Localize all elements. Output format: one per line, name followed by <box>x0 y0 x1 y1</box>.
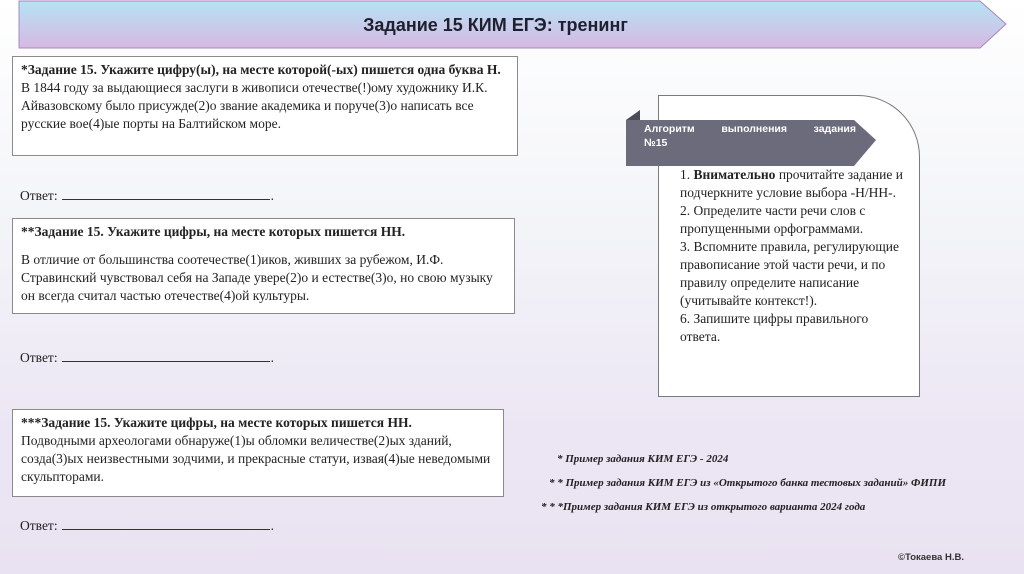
task-text: В 1844 году за выдающиеся заслуги в живописи отечестве(!)ому художнику И.К. Айвазовскому было присужде(2)о звание академика и поруче(3)о написать все русские вое(4)ые порты на Балтийском море. <box>21 80 488 131</box>
source-note-1: * Пример задания КИМ ЕГЭ - 2024 <box>557 453 729 465</box>
answer-field-2[interactable]: Ответ: . <box>20 350 274 365</box>
answer-line[interactable] <box>62 186 270 200</box>
answer-field-1[interactable]: Ответ: . <box>20 188 274 203</box>
algorithm-title-word: Алгоритм <box>644 123 695 135</box>
source-note-2: * * Пример задания КИМ ЕГЭ из «Открытого банка тестовых заданий» ФИПИ <box>549 477 947 489</box>
algorithm-title-word: выполнения <box>721 123 788 135</box>
algorithm-step: 2. Определите части речи слов с пропущенными орфограммами. <box>680 203 866 236</box>
page-title: Задание 15 КИМ ЕГЭ: тренинг <box>363 14 628 35</box>
task-card-2 <box>12 218 515 314</box>
answer-line[interactable] <box>62 516 270 530</box>
task-heading: *Задание 15. Укажите цифру(ы), на месте которой(-ых) пишется одна буква Н. <box>21 62 501 77</box>
algorithm-step: 6. Запишите цифры правильного ответа. <box>680 311 869 344</box>
source-note-3: * * *Пример задания КИМ ЕГЭ из открытого варианта 2024 года <box>541 501 866 513</box>
answer-line[interactable] <box>62 348 270 362</box>
task-heading: **Задание 15. Укажите цифры, на месте которых пишется НН. <box>21 224 406 239</box>
algorithm-step: 1. Внимательно прочитайте задание и подчеркните условие выбора -Н/НН-. <box>680 167 903 200</box>
algorithm-step: 3. Вспомните правила, регулирующие правописание этой части речи, и по правилу определите написание (учитывайте контекст!). <box>680 239 899 308</box>
answer-label: Ответ: <box>20 518 58 533</box>
title-banner <box>18 0 1008 50</box>
answer-field-3[interactable]: Ответ: . <box>20 518 274 533</box>
task-card-3 <box>12 409 504 497</box>
algorithm-title-word: задания <box>813 123 856 135</box>
algorithm-title <box>644 122 856 150</box>
task-heading: ***Задание 15. Укажите цифры, на месте которых пишется НН. <box>21 415 412 430</box>
algorithm-steps <box>680 166 905 346</box>
answer-label: Ответ: <box>20 188 58 203</box>
copyright-text: ©Токаева Н.В. <box>898 552 964 563</box>
task-text: Подводными археологами обнаруже(1)ы обломки величестве(2)ых зданий, созда(3)ых неизвестными зодчими, и прекрасные статуи, извая(4)ые неведомыми скульпторами. <box>21 433 491 484</box>
algorithm-title-number: №15 <box>644 137 668 149</box>
answer-label: Ответ: <box>20 350 58 365</box>
task-text: В отличие от большинства соотечестве(1)иков, живших за рубежом, И.Ф. Стравинский чувствовал себя на Западе увере(2)о и естестве(3)о, но свою музыку он всегда считал частью отечестве(4)ой культуры. <box>21 252 493 303</box>
task-card-1 <box>12 56 518 156</box>
